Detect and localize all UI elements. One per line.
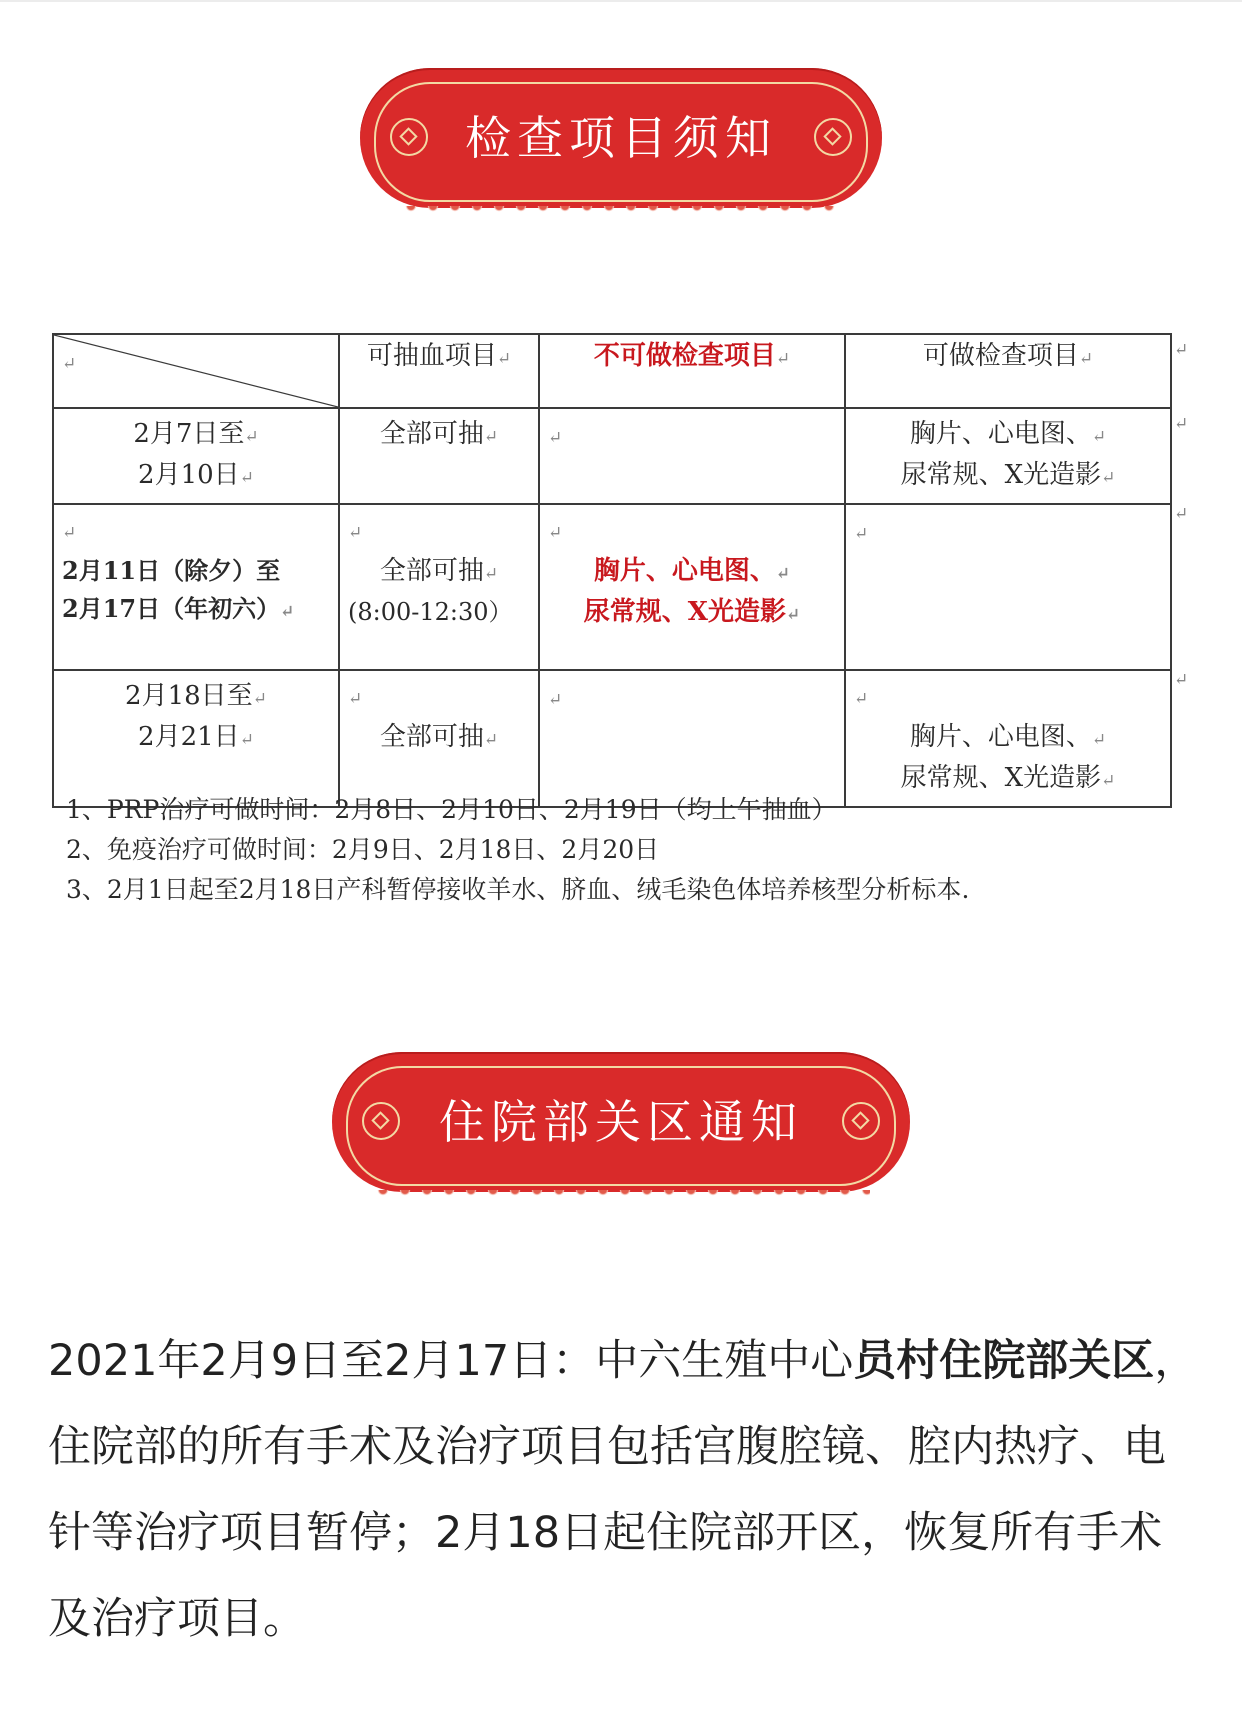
date-text: 2月17日（年初六） [62, 594, 281, 623]
date-text: 2月10日 [138, 460, 240, 490]
banner-title: 检查项目须知 [465, 111, 777, 165]
table-notes [66, 790, 969, 910]
paragraph-text: ，住院部的所有手术及治疗项目包括宫腹腔镜、腔内热疗、电针等治疗项目暂停；2月18日起住院部开区，恢复所有手术及治疗项目。 [48, 1336, 1198, 1644]
exam-notice-banner [360, 68, 882, 216]
note-item: 3、2月1日起至2月18日产科暂停接收羊水、脐血、绒毛染色体培养核型分析标本. [66, 875, 970, 904]
table-row: 2月18日至↵ 2月21日↵ ↵ 全部可抽↵ ↵ ↵ 胸片、心电图、↵ 尿常规、X光造影↵ [53, 670, 1171, 807]
blood-text: 全部可抽 [379, 556, 484, 586]
return-mark: ↵ [1174, 504, 1189, 524]
closure-notice-paragraph [48, 1318, 1198, 1662]
cannot-text: 尿常规、X光造影 [583, 597, 786, 627]
table-row: ↵ 2月11日（除夕）至 2月17日（年初六）↵ ↵ 全部可抽↵ (8:00-12:30） ↵ 胸片、心电图、↵ 尿常规、X光造影↵ ↵ [53, 504, 1171, 670]
note-item: 2、免疫治疗可做时间：2月9日、2月18日、2月20日 [66, 835, 660, 864]
return-mark: ↵ [1174, 670, 1189, 690]
banner-scallop-trim [372, 1190, 870, 1200]
return-mark: ↵ [1174, 414, 1189, 434]
top-divider [0, 0, 1242, 2]
paragraph-bold-text: 员村住院部关区 [853, 1336, 1155, 1386]
return-mark: ↵ [62, 354, 77, 374]
ward-closure-banner [332, 1052, 910, 1200]
header-can: 可做检查项目 [922, 341, 1079, 371]
date-text: 2月11日（除夕）至 [62, 556, 281, 585]
date-text: 2月21日 [138, 722, 240, 752]
banner-scallop-trim [400, 206, 842, 216]
cannot-text: 胸片、心电图、 [593, 556, 776, 586]
note-item: 1、PRP治疗可做时间：2月8日、2月10日、2月19日（均上午抽血） [66, 795, 837, 824]
date-text: 2月7日至 [133, 419, 245, 449]
can-text: 胸片、心电图、 [909, 722, 1092, 752]
can-text: 尿常规、X光造影 [900, 460, 1102, 490]
header-blood: 可抽血项目 [366, 341, 497, 371]
blood-time: (8:00-12:30） [348, 598, 513, 626]
date-text: 2月18日至 [125, 681, 253, 711]
table-row: 2月7日至↵ 2月10日↵ 全部可抽↵ ↵ 胸片、心电图、↵ 尿常规、X光造影↵ [53, 408, 1171, 504]
diagonal-header-cell [53, 334, 339, 408]
exam-schedule-table [52, 333, 1172, 808]
header-cannot: 不可做检查项目 [593, 341, 776, 371]
diagonal-line [54, 335, 338, 407]
blood-text: 全部可抽 [379, 722, 484, 752]
return-mark: ↵ [1174, 340, 1189, 360]
banner-title: 住院部关区通知 [439, 1095, 803, 1149]
paragraph-text: 2021年2月9日至2月17日：中六生殖中心 [48, 1336, 854, 1386]
table-header-row: ↵ 可抽血项目↵ 不可做检查项目↵ 可做检查项目↵ [53, 334, 1171, 408]
can-text: 尿常规、X光造影 [900, 763, 1102, 793]
blood-text: 全部可抽 [379, 419, 484, 449]
can-text: 胸片、心电图、 [909, 419, 1092, 449]
